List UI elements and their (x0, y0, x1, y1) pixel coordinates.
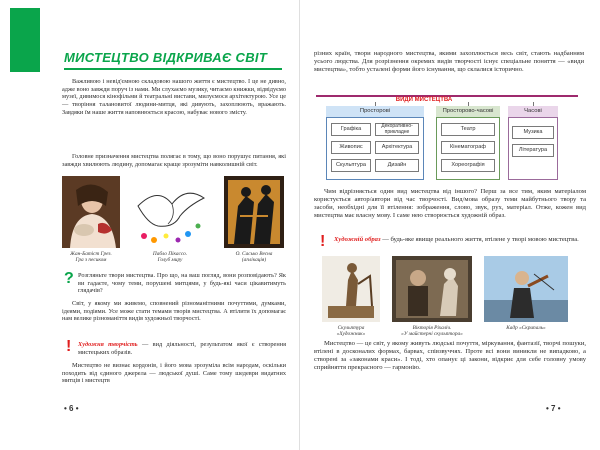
art-type-design: Дизайн (375, 159, 419, 172)
page-number-right: • 7 • (546, 404, 561, 413)
page-number-left: • 6 • (64, 404, 79, 413)
art-type-cinema: Кінематограф (441, 141, 495, 154)
caption-dove: Пабло Пікассо. Голуб миру (152, 251, 188, 264)
art-type-sculpture: Скульптура (331, 159, 371, 172)
page-title: МИСТЕЦТВО ВІДКРИВАЄ СВІТ (64, 50, 268, 65)
art-type-choreography: Хореографія (441, 159, 495, 172)
top-paragraph: різних країн, твори народного мистецтва, якими захоплюється весь світ, стають надбанням усього людства. Для розрізнення окремих видів творчості існує спеціальне поняття — «види мистецтва», тобто усталені форми його існування, що склалися історично. (314, 50, 584, 73)
definition (78, 341, 286, 356)
art-type-theatre: Театр (441, 123, 495, 136)
dove-image (128, 176, 212, 248)
body-paragraph-1: Світ, у якому ми живемо, сповнений різноманітними почуттями, думками, ідеями, подіями. Усе може стати темами творів мистецтва. А втілити їх допомагає нам велике різноманіття видів художньої творчості. (62, 300, 286, 323)
art-type-literature: Література (512, 144, 554, 157)
art-type-painting: Живопис (331, 141, 371, 154)
art-type-music: Музика (512, 126, 554, 139)
exclamation-icon: ! (66, 338, 72, 355)
caption-sculpture: Скульптура «Художник» (336, 325, 366, 338)
right-definition-text: — будь-яке явище реального життя, втілене у творі мовою мистецтва. (380, 236, 579, 243)
right-definition-term: Художній образ (334, 236, 381, 243)
workshop-image (392, 256, 472, 322)
intro-paragraph-2: Головне призначення мистецтва полягає в тому, що воно порушує питання, які завжди хвилюють людину, допомагає краще зрозуміти навколишній світ. (62, 153, 286, 168)
group-label-spatial: Просторові (326, 106, 424, 117)
title-underline (64, 68, 282, 70)
caption-violinist: Кадр «Скрипаль» (506, 325, 546, 331)
question-mark-icon: ? (64, 270, 74, 287)
right-body-paragraph-1: Чим відрізняється один вид мистецтва від іншого? Перш за все тим, яким матеріалом користується автор/автори від час творчості. Вид/мова образу теми майбутнього твору та засоби, необхідні для її втілення: зображення, слово, звук, рух, матеріал. Отже, кожен вид мистецтва має власну мову. І саме нею створюється художній образ. (314, 188, 586, 219)
question-text: Розгляньте твори мистецтва. Про що, на ваш погляд, вони розповідають? Як ви гадаєте, чому теми, порушені митцями, у будь-які часи цікавитимуть глядачів? (78, 272, 286, 295)
right-body-paragraph-2: Мистецтво — це світ, у якому живуть людські почуття, міркування, фантазії, творчі пошуки, втілені в досконалих формах, барвах, співзвуччях. Проте всі вони виникли не випадково, а створені за «законами краси». І тоді, хто опанує ці закони, відкриє для себе головну умову сприйняття прекрасного — гармонію. (314, 340, 586, 371)
art-type-architecture: Архітектура (375, 141, 419, 154)
definition-term: Художня творчість (78, 341, 138, 348)
art-type-graphics: Графіка (331, 123, 371, 136)
definition-text: — вид діяльності, результатом якої є створення мистецьких образів. (78, 341, 286, 356)
art-type-decorative: Декоративно-прикладне (375, 123, 419, 136)
chapter-tab (10, 8, 40, 72)
caption-workshop: Вікторія Ріхаліч. «У майстерні скульптора» (401, 325, 463, 338)
painting-image (62, 176, 120, 248)
group-label-temporal: Часові (508, 106, 558, 117)
sculpture-image (322, 256, 380, 322)
intro-paragraph-1: Важливою і невід'ємною складовою нашого життя є мистецтво. І це не дивно, адже воно завжди поруч із нами. Ми слухаємо музику, читаємо книжки, відвідуємо музеї, дивимося кінофільми й театральні вистави, милуємося архітектурою. Усе це — творіння талановитої людини-митця, які дивують, захоплюють, вражають. Завдяки їм наше життя наповнюється красою, набуває нового змісту. (62, 78, 286, 116)
right-page (300, 0, 600, 450)
diagram-title: ВИДИ МИСТЕЦТВА (395, 97, 453, 103)
applique-image (224, 176, 284, 248)
right-definition (334, 236, 586, 244)
group-label-spatiotemporal: Просторово-часові (436, 106, 500, 117)
caption-painting: Жан-Батіст Грез. Гра з песиком (70, 251, 112, 264)
exclamation-icon-right: ! (320, 233, 326, 250)
caption-applique: О. Сасько Весна (аплікація) (235, 251, 273, 264)
body-paragraph-2: Мистецтво не визнає кордонів, і його мова зрозуміла всім народам, оскільки походить від єдиного джерела — людської душі. Саме тому шедеври видатних митців і мистецтв (62, 362, 286, 385)
violinist-image (484, 256, 568, 322)
